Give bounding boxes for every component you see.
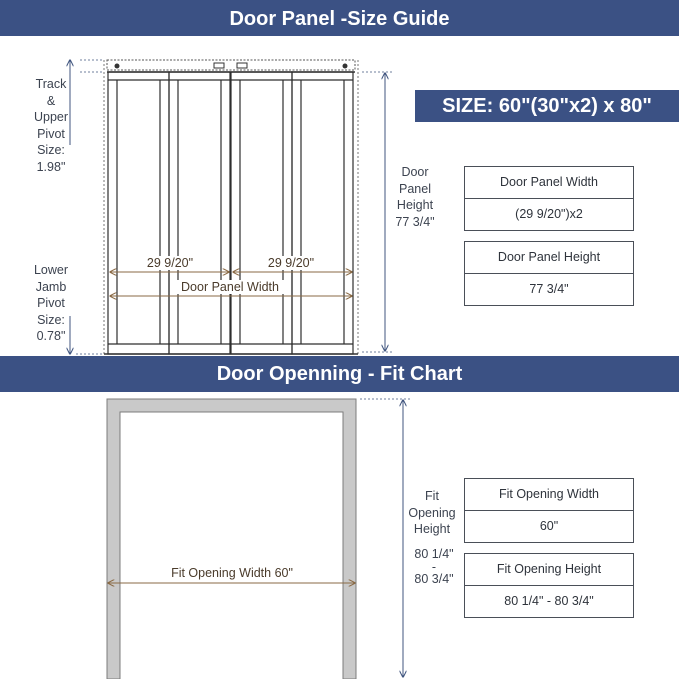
right-panel-width-label: 29 9/20" <box>259 256 323 270</box>
track-pivot-label <box>28 76 74 175</box>
left-panel-width-label: 29 9/20" <box>138 256 202 270</box>
track-label-line: & <box>46 93 56 108</box>
opening-height-line: Fit <box>425 489 439 503</box>
track-label-line: Track <box>35 77 67 91</box>
fit-opening-height-label <box>404 488 460 538</box>
opening-height-value: 80 1/4" - 80 3/4" <box>465 585 633 617</box>
height-range-line: 80 3/4" <box>414 571 454 586</box>
lower-jamb-pivot-label <box>28 262 74 345</box>
track-label-line: 1.98" <box>36 159 66 174</box>
size-guide-title: Door Panel -Size Guide <box>229 8 450 30</box>
door-panel-height-label <box>389 164 441 230</box>
opening-width-title: Fit Opening Width <box>498 487 600 501</box>
panel-height-title: Door Panel Height <box>497 250 601 264</box>
track-label-line: Size: <box>37 143 65 157</box>
height-range-line: - <box>431 559 437 574</box>
fit-chart-banner <box>0 356 679 392</box>
lower-label-line: Jamb <box>35 279 67 294</box>
panel-width-value: (29 9/20")x2 <box>465 198 633 230</box>
panel-height-table <box>464 241 634 306</box>
fit-chart-title: Door Openning - Fit Chart <box>216 363 463 385</box>
height-label-line: Door <box>401 165 429 179</box>
lower-label-line: Pivot <box>37 296 65 310</box>
track-label-line: Upper <box>33 110 69 124</box>
door-panel-width-label: Door Panel Width <box>170 280 290 294</box>
height-label-line: 77 3/4" <box>395 214 435 229</box>
fit-opening-height-range <box>404 546 464 587</box>
lower-label-line: Lower <box>33 263 69 277</box>
opening-width-table <box>464 478 634 543</box>
lower-label-line: 0.78" <box>36 329 66 343</box>
opening-height-title: Fit Opening Height <box>496 562 602 576</box>
opening-height-table <box>464 553 634 618</box>
track-label-line: Pivot <box>37 126 65 141</box>
height-range-line: 80 1/4" <box>414 547 454 561</box>
height-label-line: Height <box>396 198 434 212</box>
track-rail <box>107 60 355 72</box>
opening-height-line: Opening <box>408 505 456 520</box>
opening-width-value: 60" <box>465 510 633 542</box>
height-label-line: Panel <box>399 181 431 196</box>
door-panels <box>108 72 353 354</box>
panel-height-value: 77 3/4" <box>465 273 633 305</box>
panel-width-title: Door Panel Width <box>500 175 598 189</box>
size-banner <box>415 90 679 122</box>
opening-frame <box>107 399 356 679</box>
panel-width-table <box>464 166 634 231</box>
fit-opening-width-label: Fit Opening Width 60" <box>150 566 314 580</box>
lower-label-line: Size: <box>37 312 65 327</box>
opening-height-line: Height <box>413 522 451 536</box>
size-banner-text: SIZE: 60"(30"x2) x 80" <box>442 95 652 117</box>
